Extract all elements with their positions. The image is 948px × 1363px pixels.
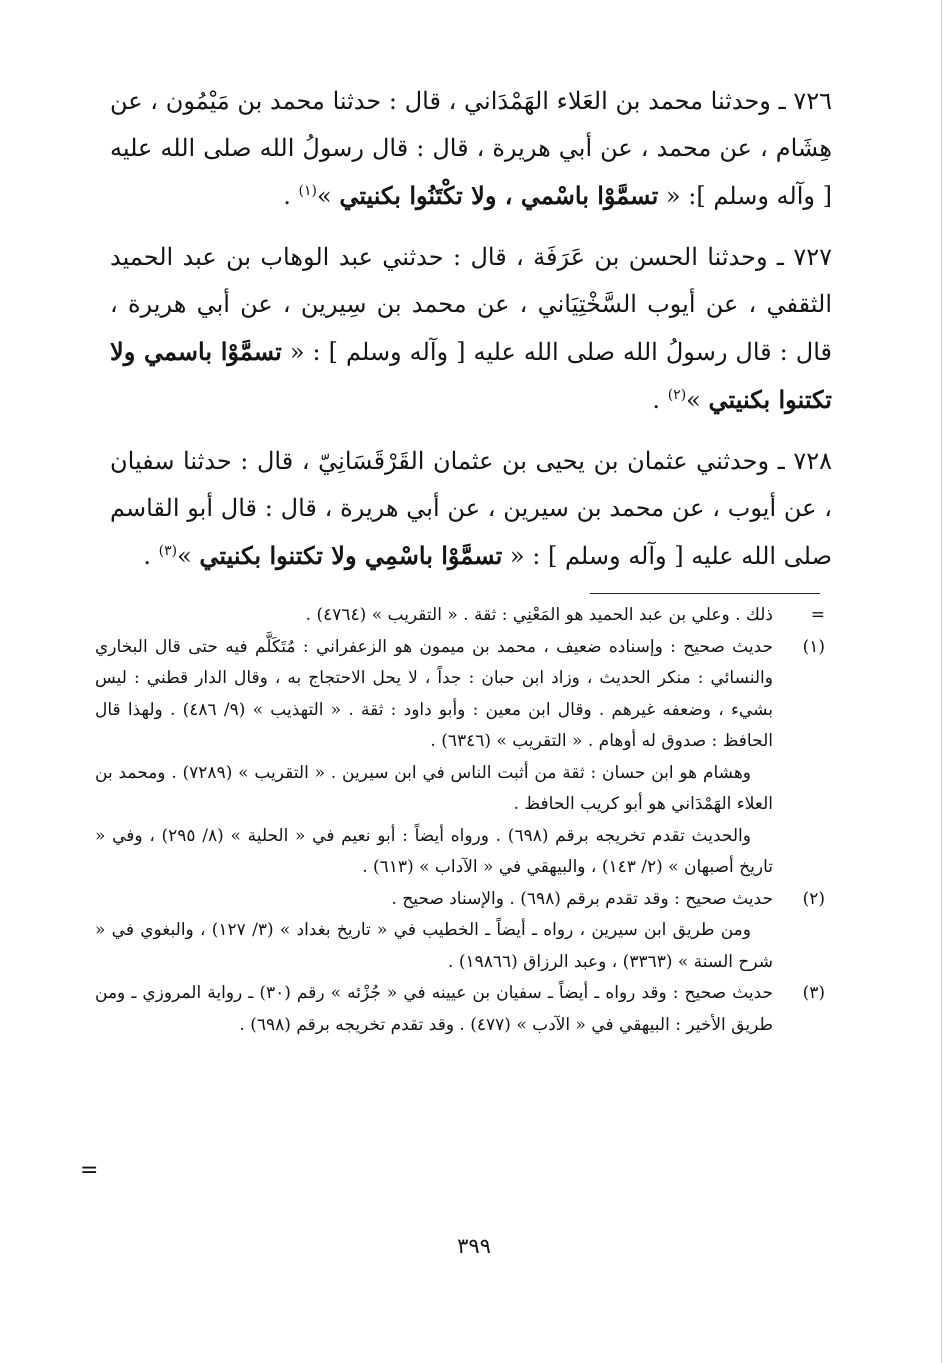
hadith-quote: تسمَّوْا باسْمي ، ولا تكْتَنُوا بكنيتي	[339, 181, 659, 210]
footnote-mark: (٣)	[802, 983, 825, 1003]
hadith-727	[110, 234, 832, 424]
hadith-728	[110, 438, 832, 580]
quote-close: »	[316, 182, 332, 210]
hadith-end: .	[143, 542, 159, 570]
continuation-mark: =	[810, 605, 825, 625]
footnote-3	[95, 978, 825, 1041]
footnote-paragraph: حديث صحيح : وقد تقدم برقم (٦٩٨) . والإسناد صحيح .	[391, 888, 773, 909]
footnote-paragraph: ذلك . وعلي بن عبد الحميد هو المَعْنِي : ثقة . « التقريب » (٤٧٦٤) .	[305, 605, 773, 625]
hadith-number: ٧٢٨ ـ	[777, 447, 832, 475]
scan-edge-line	[941, 0, 942, 1363]
footnote-1	[95, 632, 825, 884]
footnote-paragraph: والحديث تقدم تخريجه برقم (٦٩٨) . ورواه أيضاً : أبو نعيم في « الحلية » (٨/ ٢٩٥) ، وفي « تاريخ أصبهان » (٢/ ١٤٣) ، والبيهقي في « الآداب » (٦١٣) .	[95, 825, 773, 877]
footnote-separator	[590, 593, 820, 594]
quote-close: »	[686, 386, 701, 414]
hadith-quote: تسمَّوْا باسمي ولا تكتنوا بكنيتي	[110, 337, 832, 414]
page-number: ٣٩٩	[457, 1234, 491, 1258]
hadith-end: .	[283, 182, 299, 210]
hadith-quote: تسمَّوْا باسْمِي ولا تكتنوا بكنيتي	[199, 541, 503, 570]
quote-close: »	[177, 542, 192, 570]
footnote-2	[95, 884, 825, 979]
footnote-paragraph: ومن طريق ابن سيرين ، رواه ـ أيضاً ـ الخطيب في « تاريخ بغداد » (٣/ ١٢٧) ، والبغوي في « شرح السنة » (٣٣٦٣) ، وعبد الرزاق (١٩٨٦٦) .	[95, 920, 773, 972]
hadith-text: وحدثنا محمد بن العَلاء الهَمْدَاني ، قال : حدثنا محمد بن مَيْمُون ، عن هِشَام ، عن محمد ، عن أبي هريرة ، قال : قال رسولُ الله صلى الله عليه [ وآله وسلم ]: «	[110, 87, 832, 210]
hadith-text: وحدثني عثمان بن يحيى بن عثمان القَرْقَسَانِيّ ، قال : حدثنا سفيان ، عن أيوب ، عن محمد بن سيرين ، عن أبي هريرة ، قال : قال أبو القاسم صلى الله عليه [ وآله وسلم ] : «	[110, 447, 832, 570]
footnote-mark: (١)	[802, 636, 825, 657]
footnote-paragraph: حديث صحيح : وإسناده ضعيف ، محمد بن ميمون هو الزعفراني : مُتَكَلَّم فيه حتى قال البخاري والنسائي : منكر الحديث ، وزاد ابن حبان : جداً ، لا يحل الاحتجاج به ، وقال الدار قطني : ليس بشيء ، وضعفه غيرهم . وقال ابن معين : وأبو داود : ثقة . « التهذيب » (٩/ ٤٨٦) . ولهذا قال الحافظ : صدوق له أوهام . « التقريب » (٦٣٤٦) .	[95, 636, 774, 751]
footnote-continuation	[95, 600, 825, 632]
hadith-number: ٧٢٦ ـ	[778, 87, 832, 115]
footnote-paragraph: وهشام هو ابن حسان : ثقة من أثبت الناس في ابن سيرين . « التقريب » (٧٢٨٩) . ومحمد بن العلاء الهَمْدَاني هو أبو كريب الحافظ .	[95, 762, 773, 814]
hadith-end: .	[652, 386, 668, 414]
footnotes	[95, 600, 825, 1041]
footnote-ref: (١)	[298, 183, 317, 199]
footnote-mark: (٢)	[802, 888, 825, 909]
hadith-text: وحدثنا الحسن بن عَرَفَة ، قال : حدثني عبد الوهاب بن عبد الحميد الثقفي ، عن أيوب السَّخْتِيَاني ، عن محمد بن سِيرين ، عن أبي هريرة ، قال : قال رسولُ الله صلى الله عليه [ وآله وسلم ] : «	[110, 243, 833, 366]
footnote-ref: (٢)	[667, 387, 687, 403]
footnote-ref: (٣)	[158, 543, 178, 559]
next-page-continuation-mark: =	[80, 1158, 99, 1183]
hadith-726	[110, 78, 832, 220]
main-text	[110, 78, 832, 594]
hadith-number: ٧٢٧ ـ	[776, 243, 832, 271]
footnote-paragraph: حديث صحيح : وقد رواه ـ أيضاً ـ سفيان بن عيينه في « جُزْئه » رقم (٣٠) ـ رواية المروزي ـ ومن طريق الأخير : البيهقي في « الآدب » (٤٧٧) . وقد تقدم تخريجه برقم (٦٩٨) .	[95, 983, 773, 1035]
